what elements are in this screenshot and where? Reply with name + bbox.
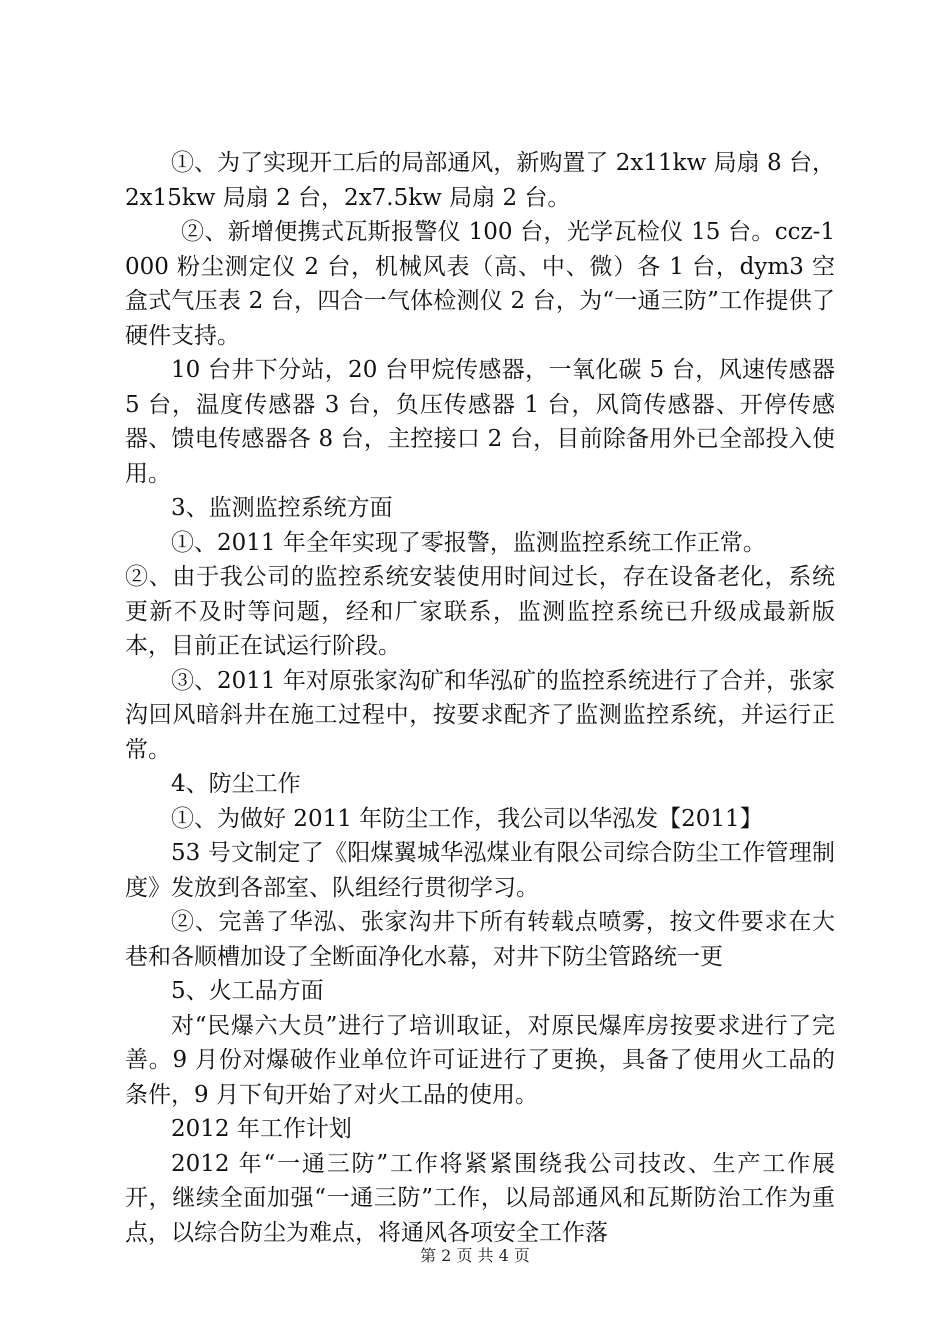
paragraph-local-fans: ①、为了实现开工后的局部通风，新购置了 2x11kw 局扇 8 台，2x15kw 局扇 2 台，2x7.5kw 局扇 2 台。 [125, 150, 835, 211]
paragraph-substations-sensors: 10 台井下分站，20 台甲烷传感器，一氧化碳 5 台，风速传感器 5 台，温度传感器 3 台，负压传感器 1 台，风筒传感器、开停传感器、馈电传感器各 8 台，主控接口 2 台，目前除备用外已全部投入使用。 [125, 357, 835, 487]
paragraph-explosives: 对“民爆六大员”进行了培训取证，对原民爆库房按要求进行了完善。9 月份对爆破作业单位许可证进行了更换，具备了使用火工品的条件，9 月下旬开始了对火工品的使用。 [125, 1012, 835, 1108]
paragraph-monitoring-upgrade: ②、由于我公司的监控系统安装使用时间过长，存在设备老化，系统更新不及时等问题，经和厂家联系，监测监控系统已升级成最新版本，目前正在试运行阶段。 [125, 564, 835, 659]
document-body [125, 146, 835, 1250]
section-heading-explosives: 5、火工品方面 [171, 978, 324, 1004]
paragraph-dust-regulation: 53 号文制定了《阳煤翼城华泓煤业有限公司综合防尘工作管理制度》发放到各部室、队组经行贯彻学习。 [125, 840, 835, 901]
paragraph-dust-document: ①、为做好 2011 年防尘工作，我公司以华泓发【2011】 [171, 805, 763, 832]
paragraph-monitoring-merge: ③、2011 年对原张家沟矿和华泓矿的监控系统进行了合并，张家沟回风暗斜井在施工过程中，按要求配齐了监测监控系统，并运行正常。 [125, 667, 835, 763]
page-footer: 第 2 页 共 4 页 [420, 1246, 530, 1265]
paragraph-dust-spray: ②、完善了华泓、张家沟井下所有转载点喷雾，按文件要求在大巷和各顺槽加设了全断面净化水幕，对井下防尘管路统一更 [125, 909, 835, 970]
section-heading-plan-2012: 2012 年工作计划 [171, 1116, 352, 1142]
paragraph-monitoring-zero-alarm: ①、2011 年全年实现了零报警，监测监控系统工作正常。 [171, 529, 766, 556]
section-heading-monitoring: 3、监测监控系统方面 [171, 495, 393, 521]
section-heading-dust: 4、防尘工作 [171, 771, 301, 797]
paragraph-gas-instruments: ②、新增便携式瓦斯报警仪 100 台，光学瓦检仪 15 台。ccz-1000 粉尘测定仪 2 台，机械风表（高、中、微）各 1 台，dym3 空盒式气压表 2 台，四合一气体检测仪 2 台，为“一通三防”工作提供了硬件支持。 [125, 219, 835, 349]
paragraph-plan-2012: 2012 年“一通三防”工作将紧紧围绕我公司技改、生产工作展开，继续全面加强“一通三防”工作，以局部通风和瓦斯防治工作为重点，以综合防尘为难点，将通风各项安全工作落 [125, 1150, 835, 1246]
